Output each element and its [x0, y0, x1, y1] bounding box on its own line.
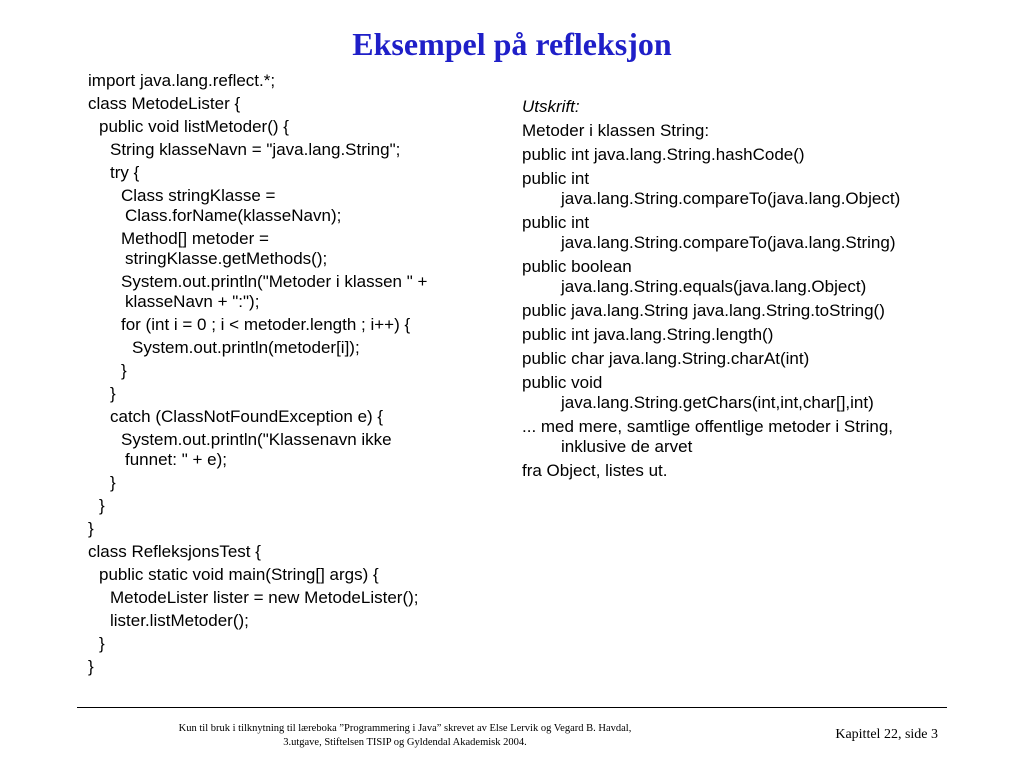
code-line: System.out.println(metoder[i]);	[132, 338, 360, 357]
code-line: }	[110, 384, 116, 403]
code-line: Class.forName(klasseNavn);	[125, 206, 342, 225]
code-line: funnet: " + e);	[125, 450, 227, 469]
footer-line: Kun til bruk i tilknytning til læreboka ”Programmering i Java” skrevet av Else Lervik og Vegard B. Havdal,	[178, 723, 632, 734]
code-line: Class stringKlasse =	[121, 186, 276, 205]
page-reference: Kapittel 22, side 3	[835, 727, 938, 742]
code-listing	[88, 71, 508, 677]
code-line: class RefleksjonsTest {	[88, 542, 261, 561]
footer-divider	[77, 707, 947, 708]
code-line: }	[99, 496, 105, 515]
output-line: java.lang.String.getChars(int,int,char[],int)	[561, 393, 874, 412]
footer-line: 3.utgave, Stiftelsen TISIP og Gyldendal Akademisk 2004.	[283, 737, 527, 748]
footer-copyright	[120, 722, 690, 750]
output-line: public void	[522, 373, 603, 392]
code-line: catch (ClassNotFoundException e) {	[110, 407, 384, 426]
output-line: public int	[522, 169, 590, 188]
code-line: try {	[110, 163, 140, 182]
code-line: }	[88, 657, 94, 676]
code-line: }	[121, 361, 127, 380]
code-line: klasseNavn + ":");	[125, 292, 260, 311]
output-line: public int	[522, 213, 590, 232]
code-line: import java.lang.reflect.*;	[88, 71, 276, 90]
code-line: }	[110, 473, 116, 492]
output-line: ... med mere, samtlige offentlige metoder i String,	[522, 417, 894, 436]
output-line: public boolean	[522, 257, 632, 276]
output-line: java.lang.String.compareTo(java.lang.String)	[561, 233, 896, 252]
output-line: public int java.lang.String.hashCode()	[522, 145, 805, 164]
code-line: String klasseNavn = "java.lang.String";	[110, 140, 401, 159]
output-line: public int java.lang.String.length()	[522, 325, 774, 344]
slide-title: Eksempel på refleksjon	[352, 26, 672, 62]
code-line: class MetodeLister {	[88, 94, 241, 113]
code-line: System.out.println("Klassenavn ikke	[121, 430, 392, 449]
output-heading: Utskrift:	[522, 97, 580, 116]
output-line: java.lang.String.equals(java.lang.Object)	[561, 277, 867, 296]
code-line: MetodeLister lister = new MetodeLister();	[110, 588, 419, 607]
code-line: System.out.println("Metoder i klassen " +	[121, 272, 428, 291]
program-output	[522, 97, 982, 481]
code-line: for (int i = 0 ; i < metoder.length ; i++) {	[121, 315, 411, 334]
code-line: }	[99, 634, 105, 653]
code-line: lister.listMetoder();	[110, 611, 249, 630]
output-line: public java.lang.String java.lang.String.toString()	[522, 301, 885, 320]
output-line: public char java.lang.String.charAt(int)	[522, 349, 810, 368]
code-line: public static void main(String[] args) {	[99, 565, 379, 584]
output-line: fra Object, listes ut.	[522, 461, 668, 480]
code-line: Method[] metoder =	[121, 229, 269, 248]
output-line: java.lang.String.compareTo(java.lang.Object)	[561, 189, 901, 208]
output-line: inklusive de arvet	[561, 437, 693, 456]
code-line: stringKlasse.getMethods();	[125, 249, 328, 268]
code-line: }	[88, 519, 94, 538]
output-line: Metoder i klassen String:	[522, 121, 710, 140]
code-line: public void listMetoder() {	[99, 117, 289, 136]
